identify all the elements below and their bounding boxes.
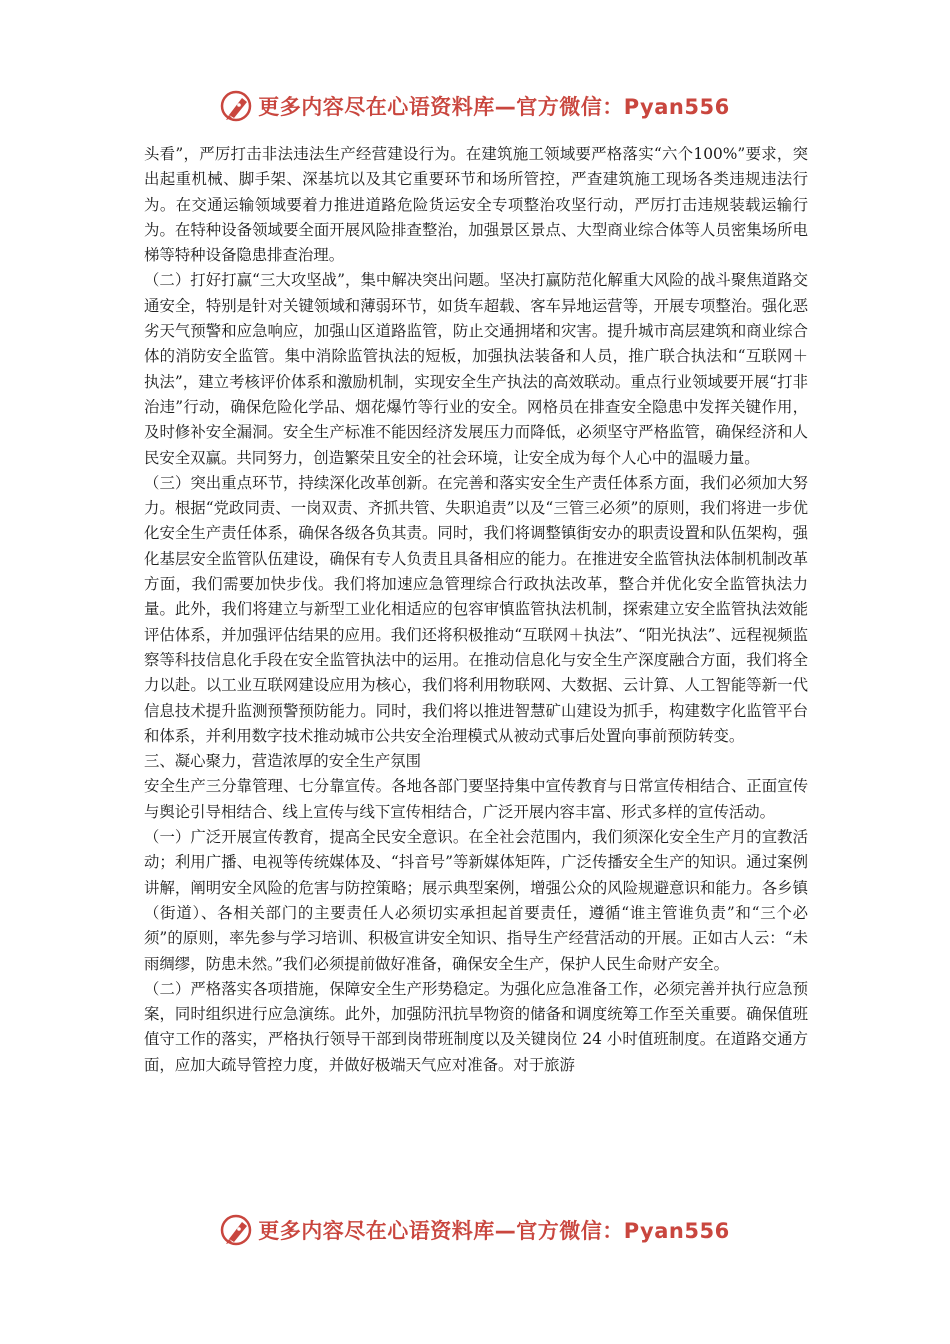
section-heading: 三、凝心聚力，营造浓厚的安全生产氛围 xyxy=(144,752,422,771)
watermark-banner-top xyxy=(0,86,950,126)
watermark-text: 更多内容尽在心语资料库—官方微信：Pyan556 xyxy=(258,1219,730,1243)
paragraph: （二）打好打赢“三大攻坚战”，集中解决突出问题。坚决打赢防范化解重大风险的战斗聚焦道路交通安全，特别是针对关键领域和薄弱环节，如货车超载、客车异地运营等，开展专项整治。强化恶劣天气预警和应急响应，加强山区道路监管，防止交通拥堵和灾害。提升城市高层建筑和商业综合体的消防安全监管。集中消除监管执法的短板，加强执法装备和人员，推广联合执法和“互联网＋执法”，建立考核评价体系和激励机制，实现安全生产执法的高效联动。重点行业领域要开展“打非治违”行动，确保危险化学品、烟花爆竹等行业的安全。网格员在排查安全隐患中发挥关键作用，及时修补安全漏洞。安全生产标准不能因经济发展压力而降低，必须坚守严格监管，确保经济和人民安全双赢。共同努力，创造繁荣且安全的社会环境，让安全成为每个人心中的温暖力量。 xyxy=(144,271,808,467)
pen-nib-logo-icon xyxy=(220,89,254,123)
paragraph: 安全生产三分靠管理、七分靠宣传。各地各部门要坚持集中宣传教育与日常宣传相结合、正面宣传与舆论引导相结合、线上宣传与线下宣传相结合，广泛开展内容丰富、形式多样的宣传活动。 xyxy=(144,777,808,821)
paragraph: （二）严格落实各项措施，保障安全生产形势稳定。为强化应急准备工作，必须完善并执行应急预案，同时组织进行应急演练。此外，加强防汛抗旱物资的储备和调度统筹工作至关重要。确保值班值守工作的落实，严格执行领导干部到岗带班制度以及关键岗位 24 小时值班制度。在道路交通方面，应加大疏导管控力度，并做好极端天气应对准备。对于旅游 xyxy=(144,979,808,1074)
paragraph: （一）广泛开展宣传教育，提高全民安全意识。在全社会范围内，我们须深化安全生产月的宣教活动；利用广播、电视等传统媒体及、“抖音号”等新媒体矩阵，广泛传播安全生产的知识。通过案例讲解，阐明安全风险的危害与防控策略；展示典型案例，增强公众的风险规避意识和能力。各乡镇（街道）、各相关部门的主要责任人必须切实承担起首要责任，遵循“谁主管谁负责”和“三个必须”的原则，率先参与学习培训、积极宣讲安全知识、指导生产经营活动的开展。正如古人云：“未雨绸缪，防患未然。”我们必须提前做好准备，确保安全生产，保护人民生命财产安全。 xyxy=(144,828,808,973)
watermark-text: 更多内容尽在心语资料库—官方微信：Pyan556 xyxy=(258,95,730,119)
document-body xyxy=(144,142,808,1078)
paragraph: 头看”，严厉打击非法违法生产经营建设行为。在建筑施工领域要严格落实“六个100%”要求，突出起重机械、脚手架、深基坑以及其它重要环节和场所管控，严查建筑施工现场各类违规违法行为。在交通运输领域要着力推进道路危险货运安全专项整治攻坚行动，严厉打击违规装载运输行为。在特种设备领域要全面开展风险排查整治，加强景区景点、大型商业综合体等人员密集场所电梯等特种设备隐患排查治理。 xyxy=(144,145,808,265)
watermark-banner-bottom xyxy=(0,1210,950,1250)
paragraph: （三）突出重点环节，持续深化改革创新。在完善和落实安全生产责任体系方面，我们必须加大努力。根据“党政同责、一岗双责、齐抓共管、失职追责”以及“三管三必须”的原则，我们将进一步优化安全生产责任体系，确保各级各负其责。同时，我们将调整镇街安办的职责设置和队伍架构，强化基层安全监管队伍建设，确保有专人负责且具备相应的能力。在推进安全监管执法体制机制改革方面，我们需要加快步伐。我们将加速应急管理综合行政执法改革，整合并优化安全监管执法力量。此外，我们将建立与新型工业化相适应的包容审慎监管执法机制，探索建立安全监管执法效能评估体系，并加强评估结果的应用。我们还将积极推动“互联网＋执法”、“阳光执法”、远程视频监察等科技信息化手段在安全监管执法中的运用。在推动信息化与安全生产深度融合方面，我们将全力以赴。以工业互联网建设应用为核心，我们将利用物联网、大数据、云计算、人工智能等新一代信息技术提升监测预警预防能力。同时，我们将以推进智慧矿山建设为抓手，构建数字化监管平台和体系，并利用数字技术推动城市公共安全治理模式从被动式事后处置向事前预防转变。 xyxy=(144,473,808,745)
pen-nib-logo-icon xyxy=(220,1213,254,1247)
